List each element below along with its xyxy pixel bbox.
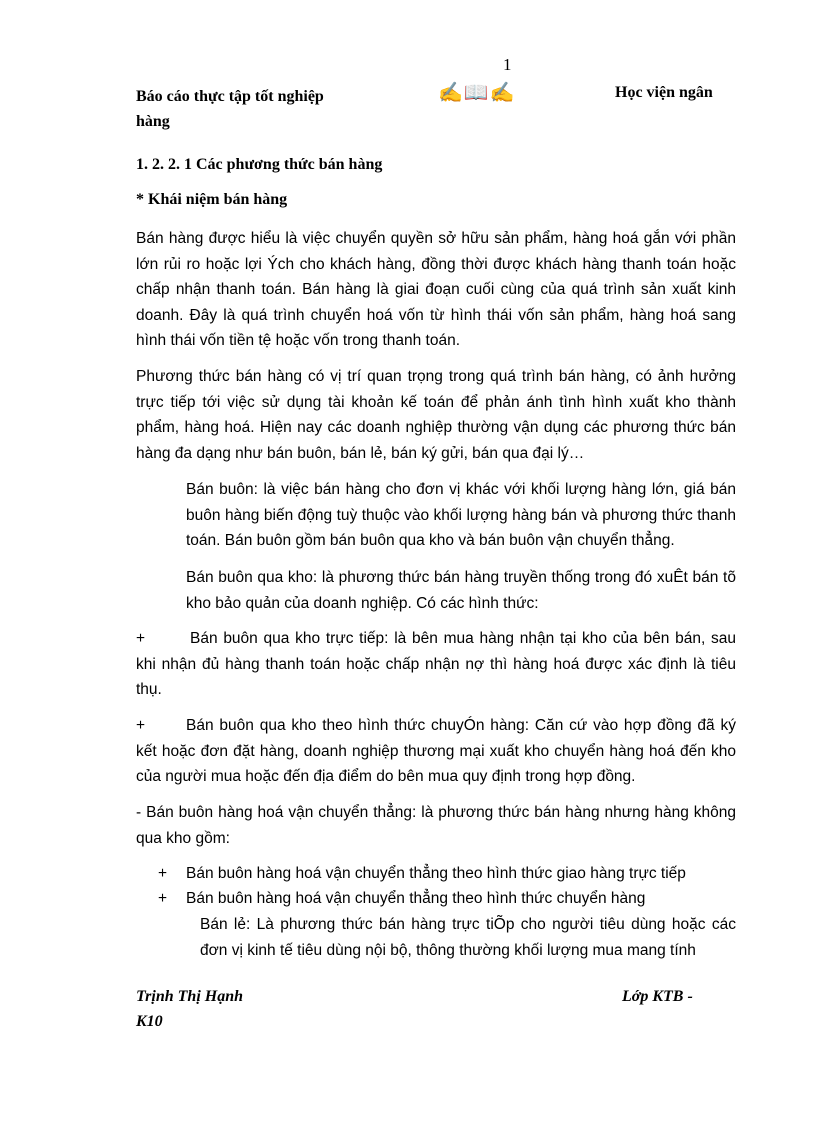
bullet-shipment: Bán buôn hàng hoá vận chuyển thẳng theo hình thức chuyển hàng (186, 890, 646, 907)
plus-marker: + (136, 717, 146, 734)
header-right: Học viện ngân (615, 84, 713, 101)
section-heading: 1. 2. 2. 1 Các phương thức bán hàng (136, 156, 383, 173)
list-item-text: Bán buôn qua kho theo hình thức chuyÓn hàng: Căn cứ vào hợp đồng đã ký kết hoặc đơn đặt hàng, doanh nghiệp thương mại xuất kho chuyển hàng hoá đến kho của người mua hoặc đến địa điểm do bên mua quy định trong hợp đồng. (136, 717, 736, 785)
footer-class-code: K10 (136, 1013, 163, 1030)
paragraph-wholesale: Bán buôn: là việc bán hàng cho đơn vị khác với khối lượng hàng lớn, giá bán buôn hàng biến động tuỳ thuộc vào khối lượng hàng bán và phương thức thanh toán. Bán buôn gồm bán buôn qua kho và bán buôn vận chuyển thẳng. (186, 481, 736, 549)
paragraph-direct-shipment: - Bán buôn hàng hoá vận chuyển thẳng: là phương thức bán hàng nhưng hàng không qua kho gồm: (136, 804, 736, 847)
plus-marker: + (136, 630, 146, 647)
header-left-line1: Báo cáo thực tập tốt nghiệp (136, 88, 324, 105)
footer-author: Trịnh Thị Hạnh (136, 988, 244, 1005)
list-item-text: Bán buôn qua kho trực tiếp: là bên mua hàng nhận tại kho của bên bán, sau khi nhận đủ hàng thanh toán hoặc chấp nhận nợ thì hàng hoá được xác định là tiêu thụ. (136, 630, 736, 698)
list-item-transfer-warehouse (136, 713, 736, 790)
header-left (136, 84, 396, 134)
subheading: * Khái niệm bán hàng (136, 191, 288, 208)
paragraph-sales-concept: Bán hàng được hiểu là việc chuyển quyền sở hữu sản phẩm, hàng hoá gắn với phần lớn rủi ro hoặc lợi Ých cho khách hàng, đồng thời được khách hàng thanh toán hoặc chấp nhận thanh toán. Bán hàng là giai đoạn cuối cùng của quá trình sản xuất kinh doanh. Đây là quá trình chuyển hoá vốn từ hình thái vốn sản phẩm, hàng hoá sang hình thái vốn tiền tệ hoặc vốn trong thanh toán. (136, 230, 736, 349)
bullet-marker: + (158, 865, 168, 882)
page-number: 1 (503, 55, 512, 74)
paragraph-sales-methods: Phương thức bán hàng có vị trí quan trọng trong quá trình bán hàng, có ảnh hưởng trực tiếp tới việc sử dụng tài khoản kế toán để phản ánh tình hình xuất kho thành phẩm, hàng hoá. Hiện nay các doanh nghiệp thường vận dụng các phương thức bán hàng đa dạng như bán buôn, bán lẻ, bán ký gửi, bán qua đại lý… (136, 368, 736, 462)
book-ornament-icon: ✍📖✍ (438, 82, 516, 104)
bullet-direct-delivery: Bán buôn hàng hoá vận chuyển thẳng theo hình thức giao hàng trực tiếp (186, 865, 686, 882)
header-left-line2: hàng (136, 113, 170, 130)
list-item-direct-warehouse (136, 626, 736, 703)
paragraph-wholesale-warehouse: Bán buôn qua kho: là phương thức bán hàng truyền thống trong đó xuÊt bán tõ kho bảo quản của doanh nghiệp. Có các hình thức: (186, 569, 736, 612)
footer-left (136, 984, 243, 1034)
paragraph-retail: Bán lẻ: Là phương thức bán hàng trực tiÕp cho người tiêu dùng hoặc các đơn vị kinh tế tiêu dùng nội bộ, thông thường khối lượng mua mang tính (200, 916, 736, 959)
bullet-marker: + (158, 890, 168, 907)
footer-right: Lớp KTB - (622, 988, 693, 1005)
